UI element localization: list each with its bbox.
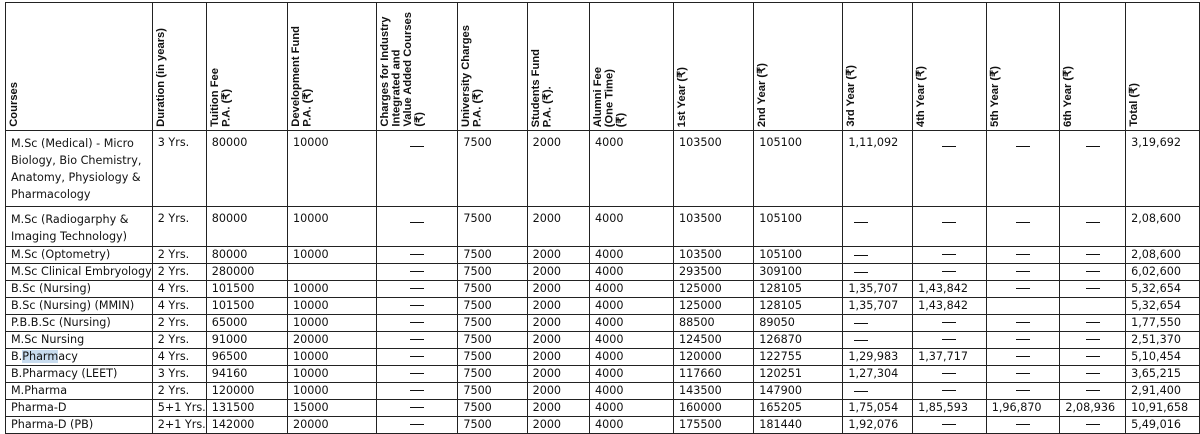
cell-industry — [377, 247, 458, 264]
cell-y3 — [843, 247, 913, 264]
col-courses: Courses — [6, 3, 153, 131]
cell-y6 — [1060, 264, 1126, 281]
dash-mark — [1016, 356, 1030, 357]
cell-y6 — [1060, 366, 1126, 383]
cell-dur: 2 Yrs. — [152, 247, 206, 264]
dash-mark — [942, 373, 956, 374]
cell-y3: 1,29,983 — [843, 349, 913, 366]
cell-univ: 7500 — [458, 383, 527, 400]
dash-mark — [1016, 146, 1030, 147]
cell-y6 — [1060, 207, 1126, 247]
table-row — [6, 366, 1200, 383]
cell-y1: 160000 — [673, 400, 753, 417]
cell-students: 2000 — [527, 315, 589, 332]
cell-industry — [377, 349, 458, 366]
cell-y5 — [986, 332, 1060, 349]
cell-y6 — [1060, 315, 1126, 332]
dash-mark — [410, 373, 424, 374]
cell-univ: 7500 — [458, 281, 527, 298]
cell-y2: 89050 — [754, 315, 843, 332]
cell-univ: 7500 — [458, 298, 527, 315]
cell-industry — [377, 383, 458, 400]
course-name: Pharma-D (PB) — [11, 418, 94, 431]
fee-table — [5, 2, 1200, 434]
dash-mark — [1016, 339, 1030, 340]
cell-dur: 2 Yrs. — [152, 332, 206, 349]
cell-dev: 20000 — [288, 417, 377, 434]
dash-mark — [1086, 339, 1100, 340]
cell-y4 — [913, 207, 987, 247]
course-cell — [6, 281, 153, 298]
course-cell — [6, 298, 153, 315]
table-header — [6, 3, 1200, 131]
cell-students: 2000 — [527, 264, 589, 281]
cell-students: 2000 — [527, 281, 589, 298]
table-body — [6, 131, 1200, 434]
cell-y2: 126870 — [754, 332, 843, 349]
cell-alumni: 4000 — [589, 366, 673, 383]
search-highlight: Pharm — [22, 350, 59, 363]
dash-mark — [942, 254, 956, 255]
cell-y6 — [1060, 349, 1126, 366]
dash-mark — [1086, 356, 1100, 357]
cell-univ: 7500 — [458, 332, 527, 349]
cell-total: 5,32,654 — [1126, 281, 1200, 298]
cell-y2: 309100 — [754, 264, 843, 281]
cell-dev: 20000 — [288, 332, 377, 349]
dash-mark — [942, 222, 956, 223]
cell-y3 — [843, 315, 913, 332]
cell-total: 2,51,370 — [1126, 332, 1200, 349]
cell-y5 — [986, 315, 1060, 332]
cell-univ: 7500 — [458, 264, 527, 281]
table-row — [6, 281, 1200, 298]
course-cell — [6, 207, 153, 247]
cell-dev: 10000 — [288, 383, 377, 400]
dash-mark — [1086, 322, 1100, 323]
cell-y3 — [843, 207, 913, 247]
course-name-part: B. — [11, 350, 23, 363]
cell-total: 5,10,454 — [1126, 349, 1200, 366]
cell-y1: 124500 — [673, 332, 753, 349]
cell-y2: 105100 — [754, 207, 843, 247]
cell-tuition: 280000 — [206, 264, 287, 281]
cell-y2: 165205 — [754, 400, 843, 417]
cell-y1: 293500 — [673, 264, 753, 281]
dash-mark — [410, 424, 424, 425]
cell-dur: 3 Yrs. — [152, 366, 206, 383]
dash-mark — [1086, 222, 1100, 223]
cell-y3 — [843, 332, 913, 349]
cell-y6 — [1060, 298, 1126, 315]
cell-y1: 120000 — [673, 349, 753, 366]
dash-mark — [854, 272, 868, 273]
cell-y6 — [1060, 247, 1126, 264]
cell-y6 — [1060, 332, 1126, 349]
cell-industry — [377, 264, 458, 281]
cell-total: 10,91,658 — [1126, 400, 1200, 417]
cell-alumni: 4000 — [589, 400, 673, 417]
cell-tuition: 80000 — [206, 131, 287, 207]
cell-dev: 10000 — [288, 281, 377, 298]
cell-y4 — [913, 383, 987, 400]
course-cell — [6, 383, 153, 400]
cell-students: 2000 — [527, 298, 589, 315]
table-row — [6, 298, 1200, 315]
dash-mark — [410, 305, 424, 306]
cell-total: 2,08,600 — [1126, 247, 1200, 264]
col-industry: Charges for Industry Integrated and Value Added Courses (₹) — [377, 3, 458, 131]
table-row — [6, 332, 1200, 349]
course-cell — [6, 400, 153, 417]
table-row — [6, 131, 1200, 207]
cell-alumni: 4000 — [589, 131, 673, 207]
cell-y6 — [1060, 417, 1126, 434]
cell-total: 2,91,400 — [1126, 383, 1200, 400]
table-row — [6, 264, 1200, 281]
cell-univ: 7500 — [458, 131, 527, 207]
cell-industry — [377, 131, 458, 207]
course-name: M.Sc (Medical) - Micro Biology, Bio Chemistry, Anatomy, Physiology & Pharmacology — [11, 137, 142, 201]
cell-y1: 88500 — [673, 315, 753, 332]
cell-dur: 5+1 Yrs. — [152, 400, 206, 417]
cell-alumni: 4000 — [589, 264, 673, 281]
course-name: M.Sc (Optometry) — [11, 248, 111, 261]
cell-total: 1,77,550 — [1126, 315, 1200, 332]
cell-y5 — [986, 131, 1060, 207]
cell-dur: 2+1 Yrs. — [152, 417, 206, 434]
dash-mark — [1086, 390, 1100, 391]
cell-industry — [377, 315, 458, 332]
cell-y6 — [1060, 383, 1126, 400]
dash-mark — [410, 271, 424, 272]
cell-students: 2000 — [527, 383, 589, 400]
table-row — [6, 315, 1200, 332]
dash-mark — [1016, 222, 1030, 223]
cell-dev: 10000 — [288, 349, 377, 366]
cell-y6: 2,08,936 — [1060, 400, 1126, 417]
cell-students: 2000 — [527, 417, 589, 434]
cell-y2: 105100 — [754, 131, 843, 207]
course-name: M.Sc Nursing — [11, 333, 85, 346]
col-total: Total (₹) — [1126, 3, 1200, 131]
dash-mark — [854, 222, 868, 223]
cell-y4 — [913, 131, 987, 207]
col-alumni: Alumni Fee (One Time) (₹) — [589, 3, 673, 131]
cell-y5 — [986, 417, 1060, 434]
cell-dur: 4 Yrs. — [152, 349, 206, 366]
cell-tuition: 120000 — [206, 383, 287, 400]
table-row — [6, 383, 1200, 400]
dash-mark — [410, 407, 424, 408]
cell-y1: 103500 — [673, 247, 753, 264]
cell-y2: 147900 — [754, 383, 843, 400]
dash-mark — [1086, 288, 1100, 289]
cell-y4: 1,43,842 — [913, 281, 987, 298]
cell-y4 — [913, 366, 987, 383]
cell-industry — [377, 400, 458, 417]
cell-y4 — [913, 417, 987, 434]
cell-y2: 122755 — [754, 349, 843, 366]
dash-mark — [410, 339, 424, 340]
dash-mark — [854, 323, 868, 324]
cell-y5 — [986, 264, 1060, 281]
cell-dev: 10000 — [288, 315, 377, 332]
table-row — [6, 349, 1200, 366]
dash-mark — [854, 255, 868, 256]
col-year4: 4th Year (₹) — [913, 3, 987, 131]
course-cell — [6, 264, 153, 281]
cell-industry — [377, 298, 458, 315]
cell-y4: 1,37,717 — [913, 349, 987, 366]
cell-y1: 143500 — [673, 383, 753, 400]
course-name: P.B.B.Sc (Nursing) — [11, 316, 111, 329]
cell-industry — [377, 207, 458, 247]
table-row — [6, 417, 1200, 434]
cell-total: 5,49,016 — [1126, 417, 1200, 434]
cell-alumni: 4000 — [589, 383, 673, 400]
cell-univ: 7500 — [458, 400, 527, 417]
cell-y2: 120251 — [754, 366, 843, 383]
dash-mark — [942, 424, 956, 425]
cell-y4: 1,43,842 — [913, 298, 987, 315]
cell-tuition: 101500 — [206, 298, 287, 315]
cell-alumni: 4000 — [589, 207, 673, 247]
course-cell — [6, 131, 153, 207]
dash-mark — [1086, 424, 1100, 425]
table-row — [6, 400, 1200, 417]
course-cell — [6, 417, 153, 434]
dash-mark — [942, 322, 956, 323]
cell-tuition: 91000 — [206, 332, 287, 349]
cell-univ: 7500 — [458, 315, 527, 332]
cell-students: 2000 — [527, 366, 589, 383]
dash-mark — [410, 288, 424, 289]
cell-y5 — [986, 207, 1060, 247]
cell-univ: 7500 — [458, 247, 527, 264]
cell-students: 2000 — [527, 400, 589, 417]
dash-mark — [1086, 254, 1100, 255]
cell-total: 5,32,654 — [1126, 298, 1200, 315]
cell-y3: 1,35,707 — [843, 298, 913, 315]
cell-alumni: 4000 — [589, 281, 673, 298]
cell-y2: 128105 — [754, 298, 843, 315]
dash-mark — [1086, 146, 1100, 147]
cell-y1: 125000 — [673, 281, 753, 298]
course-cell — [6, 349, 153, 366]
cell-y1: 175500 — [673, 417, 753, 434]
dash-mark — [1016, 373, 1030, 374]
course-name: B.Sc (Nursing) — [11, 282, 91, 295]
dash-mark — [942, 339, 956, 340]
course-name: M.Sc (Radiogarphy & Imaging Technology) — [11, 213, 129, 243]
cell-y5 — [986, 298, 1060, 315]
dash-mark — [410, 222, 424, 223]
course-cell — [6, 247, 153, 264]
cell-y3 — [843, 264, 913, 281]
cell-alumni: 4000 — [589, 298, 673, 315]
course-name: M.Sc Clinical Embryology — [11, 265, 152, 278]
cell-alumni: 4000 — [589, 349, 673, 366]
cell-y3: 1,75,054 — [843, 400, 913, 417]
course-name: B.Pharmacy (LEET) — [11, 367, 118, 380]
cell-y6 — [1060, 131, 1126, 207]
course-cell — [6, 332, 153, 349]
cell-y4: 1,85,593 — [913, 400, 987, 417]
cell-y1: 103500 — [673, 207, 753, 247]
cell-students: 2000 — [527, 247, 589, 264]
cell-y3: 1,11,092 — [843, 131, 913, 207]
cell-dev: 10000 — [288, 298, 377, 315]
cell-y2: 105100 — [754, 247, 843, 264]
col-students: Students Fund P.A. (₹). — [527, 3, 589, 131]
cell-y5 — [986, 349, 1060, 366]
course-name: M.Pharma — [11, 384, 68, 397]
cell-tuition: 80000 — [206, 247, 287, 264]
course-cell — [6, 315, 153, 332]
dash-mark — [410, 146, 424, 147]
cell-y5 — [986, 281, 1060, 298]
cell-dev: 10000 — [288, 131, 377, 207]
cell-y1: 125000 — [673, 298, 753, 315]
cell-dur: 2 Yrs. — [152, 383, 206, 400]
cell-y5 — [986, 383, 1060, 400]
cell-y2: 128105 — [754, 281, 843, 298]
dash-mark — [410, 254, 424, 255]
cell-alumni: 4000 — [589, 247, 673, 264]
cell-y1: 117660 — [673, 366, 753, 383]
cell-tuition: 94160 — [206, 366, 287, 383]
cell-alumni: 4000 — [589, 417, 673, 434]
cell-total: 3,19,692 — [1126, 131, 1200, 207]
cell-univ: 7500 — [458, 417, 527, 434]
cell-dur: 4 Yrs. — [152, 281, 206, 298]
cell-students: 2000 — [527, 349, 589, 366]
dash-mark — [1016, 424, 1030, 425]
cell-univ: 7500 — [458, 207, 527, 247]
cell-y4 — [913, 247, 987, 264]
cell-tuition: 142000 — [206, 417, 287, 434]
cell-y6 — [1060, 281, 1126, 298]
col-year1: 1st Year (₹) — [673, 3, 753, 131]
cell-industry — [377, 332, 458, 349]
dash-mark — [410, 356, 424, 357]
cell-tuition: 96500 — [206, 349, 287, 366]
dash-mark — [942, 390, 956, 391]
cell-y4 — [913, 332, 987, 349]
cell-tuition: 101500 — [206, 281, 287, 298]
cell-y5: 1,96,870 — [986, 400, 1060, 417]
cell-dur: 2 Yrs. — [152, 264, 206, 281]
cell-y3: 1,92,076 — [843, 417, 913, 434]
dash-mark — [1016, 271, 1030, 272]
cell-industry — [377, 281, 458, 298]
cell-dev: 10000 — [288, 366, 377, 383]
cell-y1: 103500 — [673, 131, 753, 207]
dash-mark — [1016, 254, 1030, 255]
col-year3: 3rd Year (₹) — [843, 3, 913, 131]
cell-y3 — [843, 383, 913, 400]
dash-mark — [1016, 390, 1030, 391]
dash-mark — [1086, 271, 1100, 272]
cell-tuition: 80000 — [206, 207, 287, 247]
col-duration: Duration (in years) — [152, 3, 206, 131]
table-row — [6, 207, 1200, 247]
dash-mark — [854, 340, 868, 341]
cell-dev — [288, 264, 377, 281]
cell-dur: 2 Yrs. — [152, 315, 206, 332]
cell-y5 — [986, 366, 1060, 383]
cell-alumni: 4000 — [589, 315, 673, 332]
cell-tuition: 131500 — [206, 400, 287, 417]
cell-students: 2000 — [527, 207, 589, 247]
cell-dur: 2 Yrs. — [152, 207, 206, 247]
cell-total: 2,08,600 — [1126, 207, 1200, 247]
cell-y4 — [913, 264, 987, 281]
col-dev-fund: Development Fund P.A. (₹) — [288, 3, 377, 131]
cell-alumni: 4000 — [589, 332, 673, 349]
course-name: Pharma-D — [11, 401, 67, 414]
dash-mark — [410, 322, 424, 323]
col-university: University Charges P.A. (₹) — [458, 3, 527, 131]
cell-total: 6,02,600 — [1126, 264, 1200, 281]
course-cell — [6, 366, 153, 383]
course-name-part: acy — [58, 350, 78, 363]
cell-dev: 10000 — [288, 247, 377, 264]
cell-dev: 10000 — [288, 207, 377, 247]
cell-y3: 1,35,707 — [843, 281, 913, 298]
cell-dev: 15000 — [288, 400, 377, 417]
dash-mark — [942, 146, 956, 147]
dash-mark — [854, 391, 868, 392]
dash-mark — [1086, 373, 1100, 374]
cell-total: 3,65,215 — [1126, 366, 1200, 383]
cell-students: 2000 — [527, 332, 589, 349]
cell-industry — [377, 417, 458, 434]
cell-y2: 181440 — [754, 417, 843, 434]
dash-mark — [410, 390, 424, 391]
table-row — [6, 247, 1200, 264]
cell-univ: 7500 — [458, 366, 527, 383]
dash-mark — [1016, 322, 1030, 323]
cell-students: 2000 — [527, 131, 589, 207]
cell-industry — [377, 366, 458, 383]
col-year2: 2nd Year (₹) — [754, 3, 843, 131]
col-year5: 5th Year (₹) — [986, 3, 1060, 131]
cell-dur: 3 Yrs. — [152, 131, 206, 207]
cell-y3: 1,27,304 — [843, 366, 913, 383]
cell-y4 — [913, 315, 987, 332]
cell-dur: 4 Yrs. — [152, 298, 206, 315]
dash-mark — [1016, 288, 1030, 289]
dash-mark — [942, 271, 956, 272]
col-tuition: Tuition Fee P.A. (₹) — [206, 3, 287, 131]
cell-univ: 7500 — [458, 349, 527, 366]
course-name: B.Sc (Nursing) (MMIN) — [11, 299, 135, 312]
cell-y5 — [986, 247, 1060, 264]
col-year6: 6th Year (₹) — [1060, 3, 1126, 131]
cell-tuition: 65000 — [206, 315, 287, 332]
